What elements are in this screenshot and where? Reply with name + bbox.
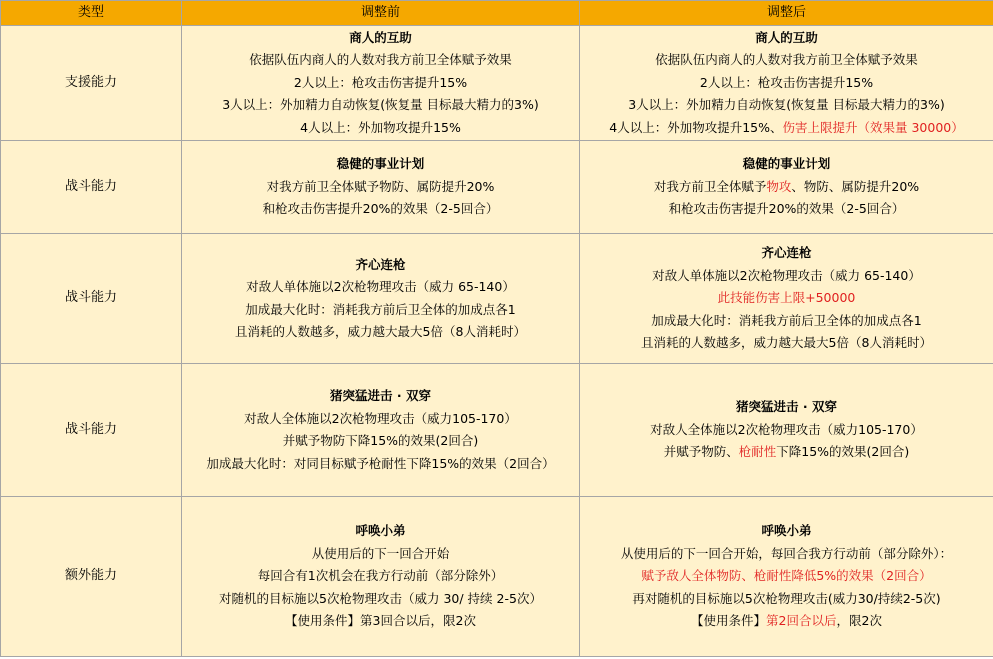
header-after: 调整后	[580, 1, 993, 26]
text-segment: 每回合有1次机会在我方行动前（部分除外）	[257, 568, 504, 584]
effect-line	[584, 94, 989, 117]
effect-line	[584, 565, 989, 588]
effect-line	[186, 408, 575, 431]
after-cell	[580, 364, 993, 497]
text-segment: 和枪攻击伤害提升20%的效果（2-5回合）	[262, 201, 499, 217]
effect-line	[584, 419, 989, 442]
text-segment: 依据队伍内商人的人数对我方前卫全体赋予效果	[655, 52, 918, 68]
skill-name	[186, 254, 575, 277]
after-cell	[580, 141, 993, 234]
effect-line	[186, 453, 575, 476]
type-cell: 战斗能力	[1, 364, 182, 497]
text-segment: 2人以上：枪攻击伤害提升15%	[699, 74, 874, 90]
text-segment: 3人以上：外加精力自动恢复(恢复量 目标最大精力的3%)	[222, 97, 539, 113]
after-cell	[580, 497, 993, 657]
skill-name	[584, 153, 989, 176]
type-cell: 战斗能力	[1, 141, 182, 234]
effect-line	[186, 49, 575, 72]
skill-name	[186, 27, 575, 50]
after-cell	[580, 26, 993, 141]
text-segment: 加成最大化时：消耗我方前后卫全体的加成点各1	[245, 301, 516, 317]
before-cell	[182, 497, 580, 657]
effect-line	[584, 265, 989, 288]
text-segment: 加成最大化时：消耗我方前后卫全体的加成点各1	[651, 312, 922, 328]
text-segment: 下降15%的效果(2回合)	[776, 444, 910, 460]
text-segment: 稳健的事业计划	[742, 156, 831, 172]
effect-line	[186, 543, 575, 566]
effect-line	[186, 198, 575, 221]
text-segment: 呼唤小弟	[761, 523, 812, 539]
effect-line	[584, 332, 989, 355]
text-segment: 【使用条件】第3回合以后，限2次	[285, 613, 476, 629]
before-cell	[182, 141, 580, 234]
text-segment: 4人以上：外加物攻提升15%、	[609, 119, 783, 135]
text-segment: 猪突猛进击 · 双穿	[736, 399, 837, 415]
effect-line	[584, 441, 989, 464]
type-cell: 战斗能力	[1, 234, 182, 364]
effect-line	[186, 565, 575, 588]
header-row	[1, 1, 993, 26]
effect-line	[584, 310, 989, 333]
text-segment: 从使用后的下一回合开始，每回合我方行动前（部分除外）：	[620, 545, 953, 561]
text-segment: 和枪攻击伤害提升20%的效果（2-5回合）	[668, 201, 905, 217]
effect-line	[584, 588, 989, 611]
effect-line	[186, 117, 575, 140]
highlight-text: 物攻	[766, 178, 792, 194]
effect-line	[186, 321, 575, 344]
effect-line	[186, 430, 575, 453]
skill-name	[584, 242, 989, 265]
skill-name	[186, 520, 575, 543]
highlight-text: 第2回合以后	[766, 613, 837, 629]
text-segment: 且消耗的人数越多，威力越大最大5倍（8人消耗时）	[235, 324, 526, 339]
skill-name	[584, 27, 989, 50]
effect-line	[584, 543, 989, 566]
highlight-text: 赋予敌人全体物防、枪耐性降低5%的效果（2回合）	[641, 568, 932, 584]
text-segment: 且消耗的人数越多，威力越大最大5倍（8人消耗时）	[641, 335, 932, 351]
effect-line	[584, 198, 989, 221]
text-segment: 对随机的目标施以5次枪物理攻击（威力 30/ 持续 2-5次）	[219, 590, 542, 606]
effect-line	[584, 610, 989, 633]
text-segment: 对我方前卫全体赋予物防、属防提升20%	[266, 178, 495, 194]
text-segment: 3人以上：外加精力自动恢复(恢复量 目标最大精力的3%)	[628, 97, 945, 113]
highlight-text: 此技能伤害上限+50000	[717, 290, 856, 306]
text-segment: 对我方前卫全体赋予	[653, 178, 767, 194]
text-segment: 对敌人单体施以2次枪物理攻击（威力 65-140）	[652, 267, 921, 283]
effect-line	[584, 117, 989, 140]
effect-line	[186, 588, 575, 611]
type-cell: 支援能力	[1, 26, 182, 141]
skill-name	[584, 520, 989, 543]
effect-line	[186, 94, 575, 117]
text-segment: 齐心连枪	[761, 245, 812, 261]
text-segment: 齐心连枪	[355, 256, 406, 272]
effect-line	[186, 610, 575, 633]
text-segment: ，限2次	[836, 613, 882, 629]
table-row	[1, 234, 993, 364]
effect-line	[186, 299, 575, 322]
before-cell	[182, 364, 580, 497]
text-segment: 并赋予物防、	[663, 444, 739, 460]
header-before: 调整前	[182, 1, 580, 26]
text-segment: 对敌人单体施以2次枪物理攻击（威力 65-140）	[246, 279, 515, 294]
before-cell	[182, 26, 580, 141]
text-segment: 商人的互助	[349, 29, 412, 45]
effect-line	[584, 72, 989, 95]
effect-line	[584, 176, 989, 199]
effect-line	[186, 276, 575, 299]
table-row	[1, 497, 993, 657]
after-cell	[580, 234, 993, 364]
table-row	[1, 26, 993, 141]
text-segment: 商人的互助	[755, 29, 818, 45]
effect-line	[584, 287, 989, 310]
text-segment: 【使用条件】	[691, 613, 767, 629]
skill-name	[584, 396, 989, 419]
highlight-text: 枪耐性	[738, 444, 777, 460]
text-segment: 、物防、属防提升20%	[791, 178, 920, 194]
type-cell: 额外能力	[1, 497, 182, 657]
text-segment: 对敌人全体施以2次枪物理攻击（威力105-170）	[244, 410, 517, 426]
text-segment: 从使用后的下一回合开始	[311, 545, 450, 561]
table-row	[1, 141, 993, 234]
text-segment: 并赋予物防下降15%的效果(2回合)	[282, 433, 479, 448]
text-segment: 对敌人全体施以2次枪物理攻击（威力105-170）	[650, 421, 923, 437]
effect-line	[186, 72, 575, 95]
before-cell	[182, 234, 580, 364]
text-segment: 稳健的事业计划	[336, 156, 425, 172]
text-segment: 加成最大化时：对同目标赋予枪耐性下降15%的效果（2回合）	[206, 455, 555, 471]
effect-line	[584, 49, 989, 72]
text-segment: 再对随机的目标施以5次枪物理攻击(威力30/持续2-5次)	[632, 590, 941, 606]
table-row	[1, 364, 993, 497]
skill-name	[186, 153, 575, 176]
text-segment: 猪突猛进击 · 双穿	[330, 388, 431, 403]
skill-name	[186, 385, 575, 408]
highlight-text: 伤害上限提升（效果量 30000）	[782, 119, 964, 135]
effect-line	[186, 176, 575, 199]
header-type: 类型	[1, 1, 182, 26]
text-segment: 4人以上：外加物攻提升15%	[300, 119, 461, 135]
text-segment: 依据队伍内商人的人数对我方前卫全体赋予效果	[249, 52, 512, 68]
text-segment: 2人以上：枪攻击伤害提升15%	[293, 74, 468, 90]
text-segment: 呼唤小弟	[355, 523, 406, 539]
